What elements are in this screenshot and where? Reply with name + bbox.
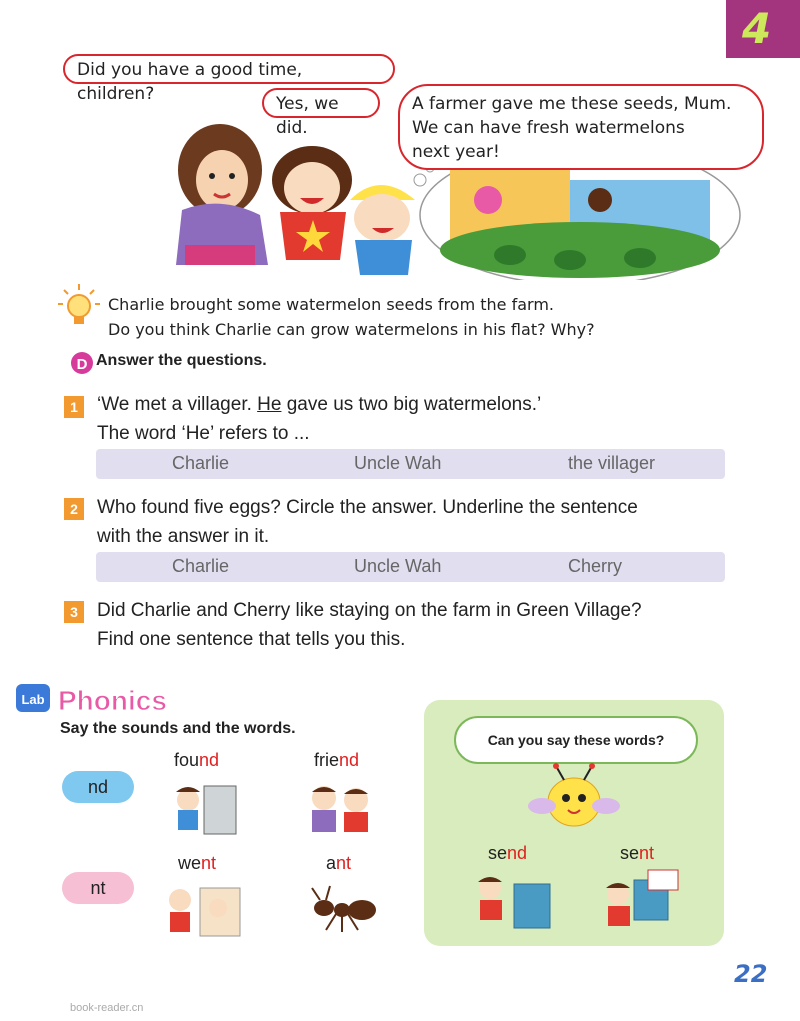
question-2-line-2: with the answer in it. [97,526,270,547]
mum-speech-bubble [63,54,395,104]
bee-mascot [524,762,624,842]
phonics-logo [14,678,204,718]
boy-speech-line-2: We can have fresh watermelons [412,118,685,138]
word-sent [620,843,654,864]
word-ant [326,853,351,874]
q1-text-post: gave us two big watermelons.’ [281,394,542,415]
boy-speech-bubble [398,84,764,170]
word-went-end: nt [201,853,217,873]
word-went [178,853,216,874]
word-went-stem: we [178,853,202,873]
unit-tab [726,0,800,58]
q1-text-pre: ‘We met a villager. [97,394,258,415]
mum-figure [176,124,268,265]
question-3-line-2: Find one sentence that tells you this. [97,629,406,650]
found-picture [160,776,240,838]
kids-speech-bubble [262,88,380,138]
girl-figure [272,146,352,260]
went-picture [156,878,246,940]
boy-speech-line-1: A farmer gave me these seeds, Mum. [412,94,732,114]
word-ant-stem: a [326,853,337,873]
section-d-title: Answer the questions. [96,352,267,369]
word-ant-end: nt [336,853,352,873]
question-1-choices [96,449,725,479]
sound-pill-nd[interactable]: nd [62,771,134,803]
question-3-number: 3 [64,601,84,623]
question-2-choices [96,552,725,582]
section-d-letter: D [76,356,88,373]
lightbulb-icon [56,282,102,328]
phonics-title: Phonics [58,685,167,716]
question-1-line-2: The word ‘He’ refers to ... [97,423,310,444]
question-3-line-1: Did Charlie and Cherry like staying on the farm in Green Village? [97,600,642,621]
word-sent-end: nt [639,843,655,863]
kids-speech-text: Yes, we did. [276,94,339,138]
q2-choice-1[interactable]: Charlie [172,556,230,576]
word-found-end: nd [199,750,220,770]
page-number: 22 [734,960,768,988]
question-1-line-1 [97,390,541,419]
unit-number: 4 [742,4,772,53]
phonics-subtitle: Say the sounds and the words. [60,720,296,737]
q1-choice-1[interactable]: Charlie [172,453,230,473]
section-d-badge [70,350,94,376]
practice-bubble: Can you say these words? [454,716,698,764]
think-prompt [108,292,595,342]
question-2-line-1: Who found five eggs? Circle the answer. Underline the sentence [97,497,638,518]
q1-choice-3[interactable]: the villager [568,453,656,473]
think-line-2: Do you think Charlie can grow watermelons in his flat? Why? [108,320,595,339]
word-friend-end: nd [339,750,360,770]
lab-label: Lab [21,692,45,707]
friend-picture [296,776,382,838]
q2-choice-2[interactable]: Uncle Wah [354,556,442,576]
sent-picture [598,866,688,934]
ant-picture [306,880,382,936]
send-picture [468,868,558,934]
word-send [488,843,527,864]
question-1-number: 1 [64,396,84,418]
q2-choice-3[interactable]: Cherry [568,556,623,576]
watermark: book-reader.cn [70,1002,144,1014]
word-sent-stem: se [620,843,640,863]
boy-figure [350,185,415,275]
think-line-1: Charlie brought some watermelon seeds from the farm. [108,295,554,314]
word-friend-stem: frie [314,750,340,770]
q1-choice-2[interactable]: Uncle Wah [354,453,442,473]
word-send-stem: se [488,843,508,863]
mum-speech-text: Did you have a good time, children? [77,60,303,104]
question-2-number: 2 [64,498,84,520]
word-friend [314,750,359,771]
sound-pill-nt[interactable]: nt [62,872,134,904]
word-found [174,750,219,771]
boy-speech-line-3: next year! [412,142,500,162]
q1-text-underlined: He [257,394,282,415]
word-found-stem: fou [174,750,200,770]
word-send-end: nd [507,843,528,863]
